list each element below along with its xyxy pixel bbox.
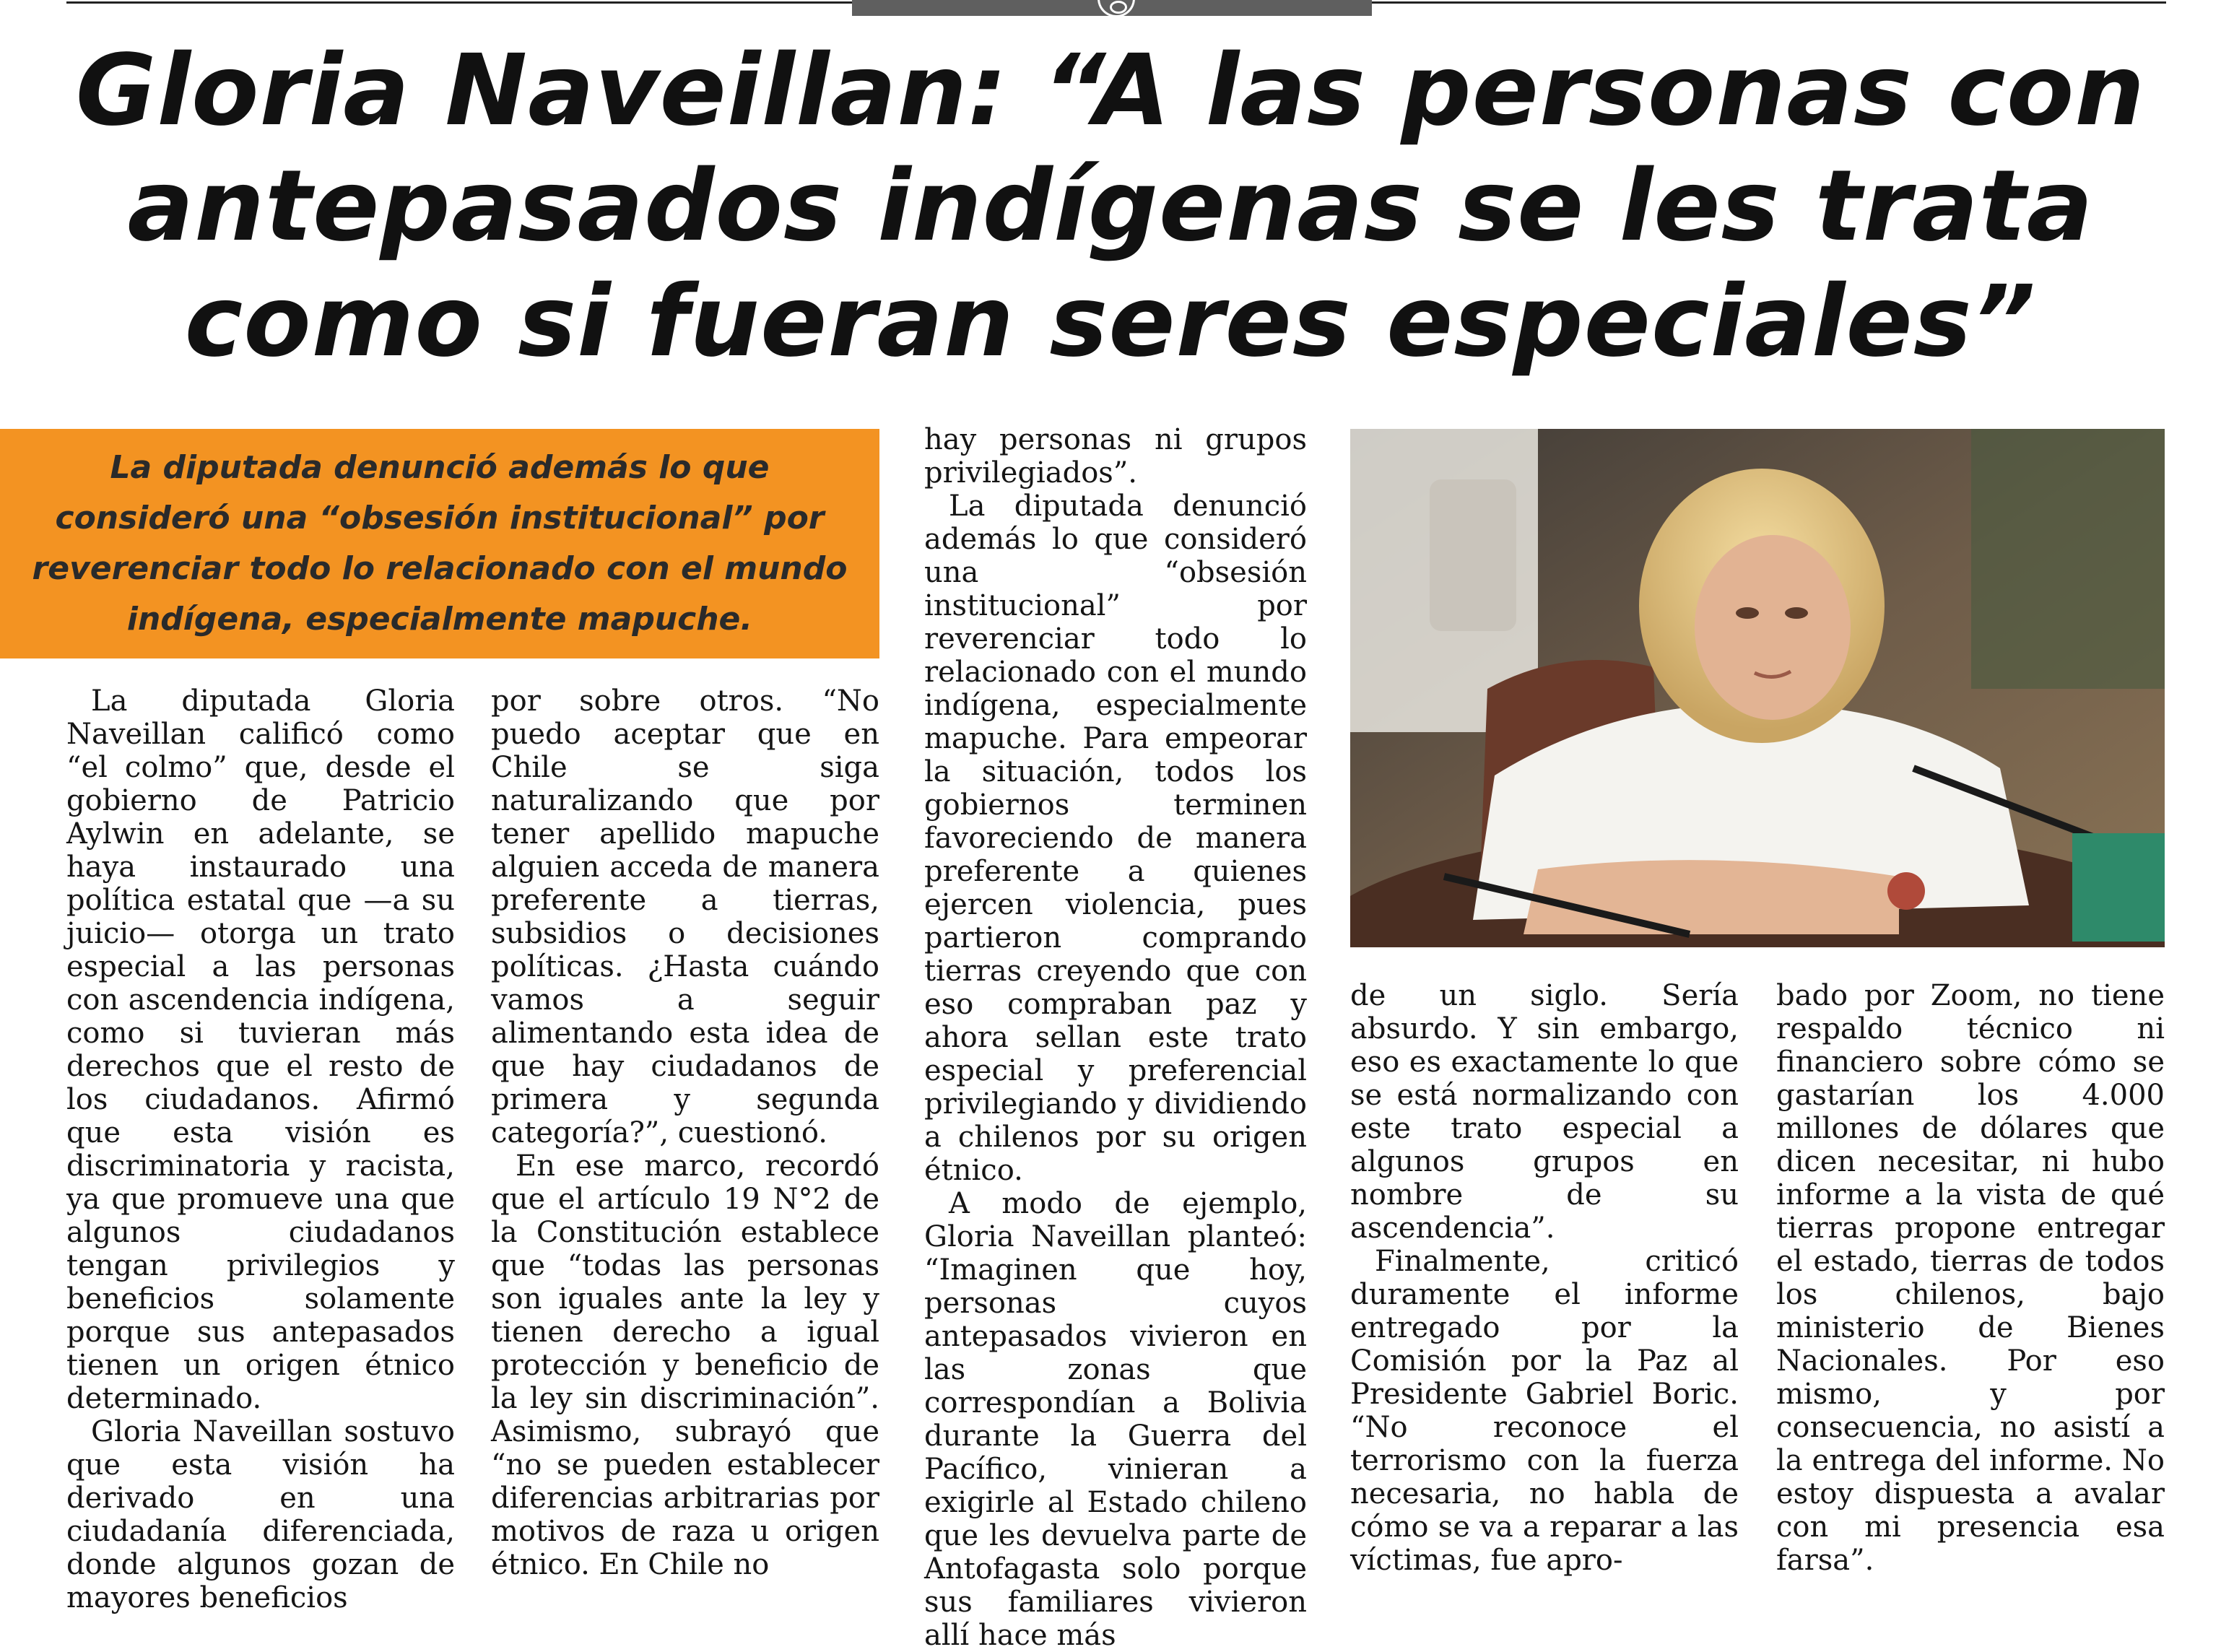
masthead-rule-right — [1372, 1, 2166, 4]
masthead-rule-left — [66, 1, 852, 4]
article-paragraph: A modo de ejemplo, Gloria Naveillan planteó: “Imaginen que hoy, personas cuyos antepasados vivieron en las zonas que correspondían a Bolivia durante la Guerra del Pacífico, vinieran a exigirle al Estado chileno que les devuelva parte de Antofagasta solo porque sus familiares vivieron allí hace más — [924, 1187, 1307, 1652]
article-paragraph: La diputada denunció además lo que consideró una “obsesión institucional” por reverenciar todo lo relacionado con el mundo indígena, especialmente mapuche. Para empeorar la situación, todos los gobiernos terminen favoreciendo de manera preferente a quienes ejercen violencia, pues partieron comprando tierras creyendo que con eso compraban paz y ahora sellan este trato especial y preferencial privilegiando y dividiendo a chilenos por su origen étnico. — [924, 490, 1307, 1187]
standfirst-box — [0, 429, 879, 658]
article-paragraph: La diputada Gloria Naveillan calificó como “el colmo” que, desde el gobierno de Patricio Aylwin en adelante, se haya instaurado una política estatal que —a su juicio— otorga un trato especial a las personas con ascendencia indígena, como si tuvieran más derechos que el resto de los ciudadanos. Afirmó que esta visión es discriminatoria y racista, ya que promueve una que algunos ciudadanos tengan privilegios y beneficios solamente porque sus antepasados tienen un origen étnico determinado. — [66, 684, 455, 1415]
article-paragraph: hay personas ni grupos privilegiados”. — [924, 423, 1307, 490]
article-column-2 — [491, 684, 879, 1581]
article-column-5 — [1776, 979, 2165, 1577]
standfirst-text: La diputada denunció además lo que consideró una “obsesión institucional” por reverenciar todo lo relacionado con el mundo indígena, especialmente mapuche. — [32, 449, 848, 638]
article-column-3 — [924, 423, 1307, 1652]
article-paragraph: En ese marco, recordó que el artículo 19 N°2 de la Constitución establece que “todas las personas son iguales ante la ley y tienen derecho a igual protección y beneficio de la ley sin discriminación”. Asimismo, subrayó que “no se pueden establecer diferencias arbitrarias por motivos de raza u origen étnico. En Chile no — [491, 1149, 879, 1581]
article-paragraph: de un siglo. Sería absurdo. Y sin embargo, eso es exactamente lo que se está normalizando con este trato especial a algunos grupos en nombre de su ascendencia”. — [1350, 979, 1739, 1245]
article-headline: Gloria Naveillan: “A las personas con antepasados indígenas se les trata como si fueran seres especiales” — [75, 34, 2146, 379]
article-paragraph: Finalmente, criticó duramente el informe entregado por la Comisión por la Paz al Presidente Gabriel Boric. “No reconoce el terrorismo con la fuerza necesaria, no habla de cómo se va a reparar a las víctimas, fue apro- — [1350, 1245, 1739, 1577]
article-paragraph: Gloria Naveillan sostuvo que esta visión ha derivado en una ciudadanía diferenciada, donde algunos gozan de mayores beneficios — [66, 1415, 455, 1614]
article-column-4 — [1350, 979, 1739, 1577]
article-paragraph: bado por Zoom, no tiene respaldo técnico ni financiero sobre cómo se gastarían los 4.000 millones de dólares que dicen necesitar, ni hubo informe a la vista de qué tierras propone entregar el estado, tierras de todos los chilenos, bajo ministerio de Bienes Nacionales. Por eso mismo, y por consecuencia, no asistí a la entrega del informe. No estoy dispuesta a avalar con mi presencia esa farsa”. — [1776, 979, 2165, 1577]
article-paragraph: por sobre otros. “No puedo aceptar que en Chile se siga naturalizando que por tener apellido mapuche alguien acceda de manera preferente a tierras, subsidios o decisiones políticas. ¿Hasta cuándo vamos a seguir alimentando esta idea de que hay ciudadanos de primera y segunda categoría?”, cuestionó. — [491, 684, 879, 1149]
article-photo — [1350, 429, 2165, 947]
article-column-1 — [66, 684, 455, 1614]
